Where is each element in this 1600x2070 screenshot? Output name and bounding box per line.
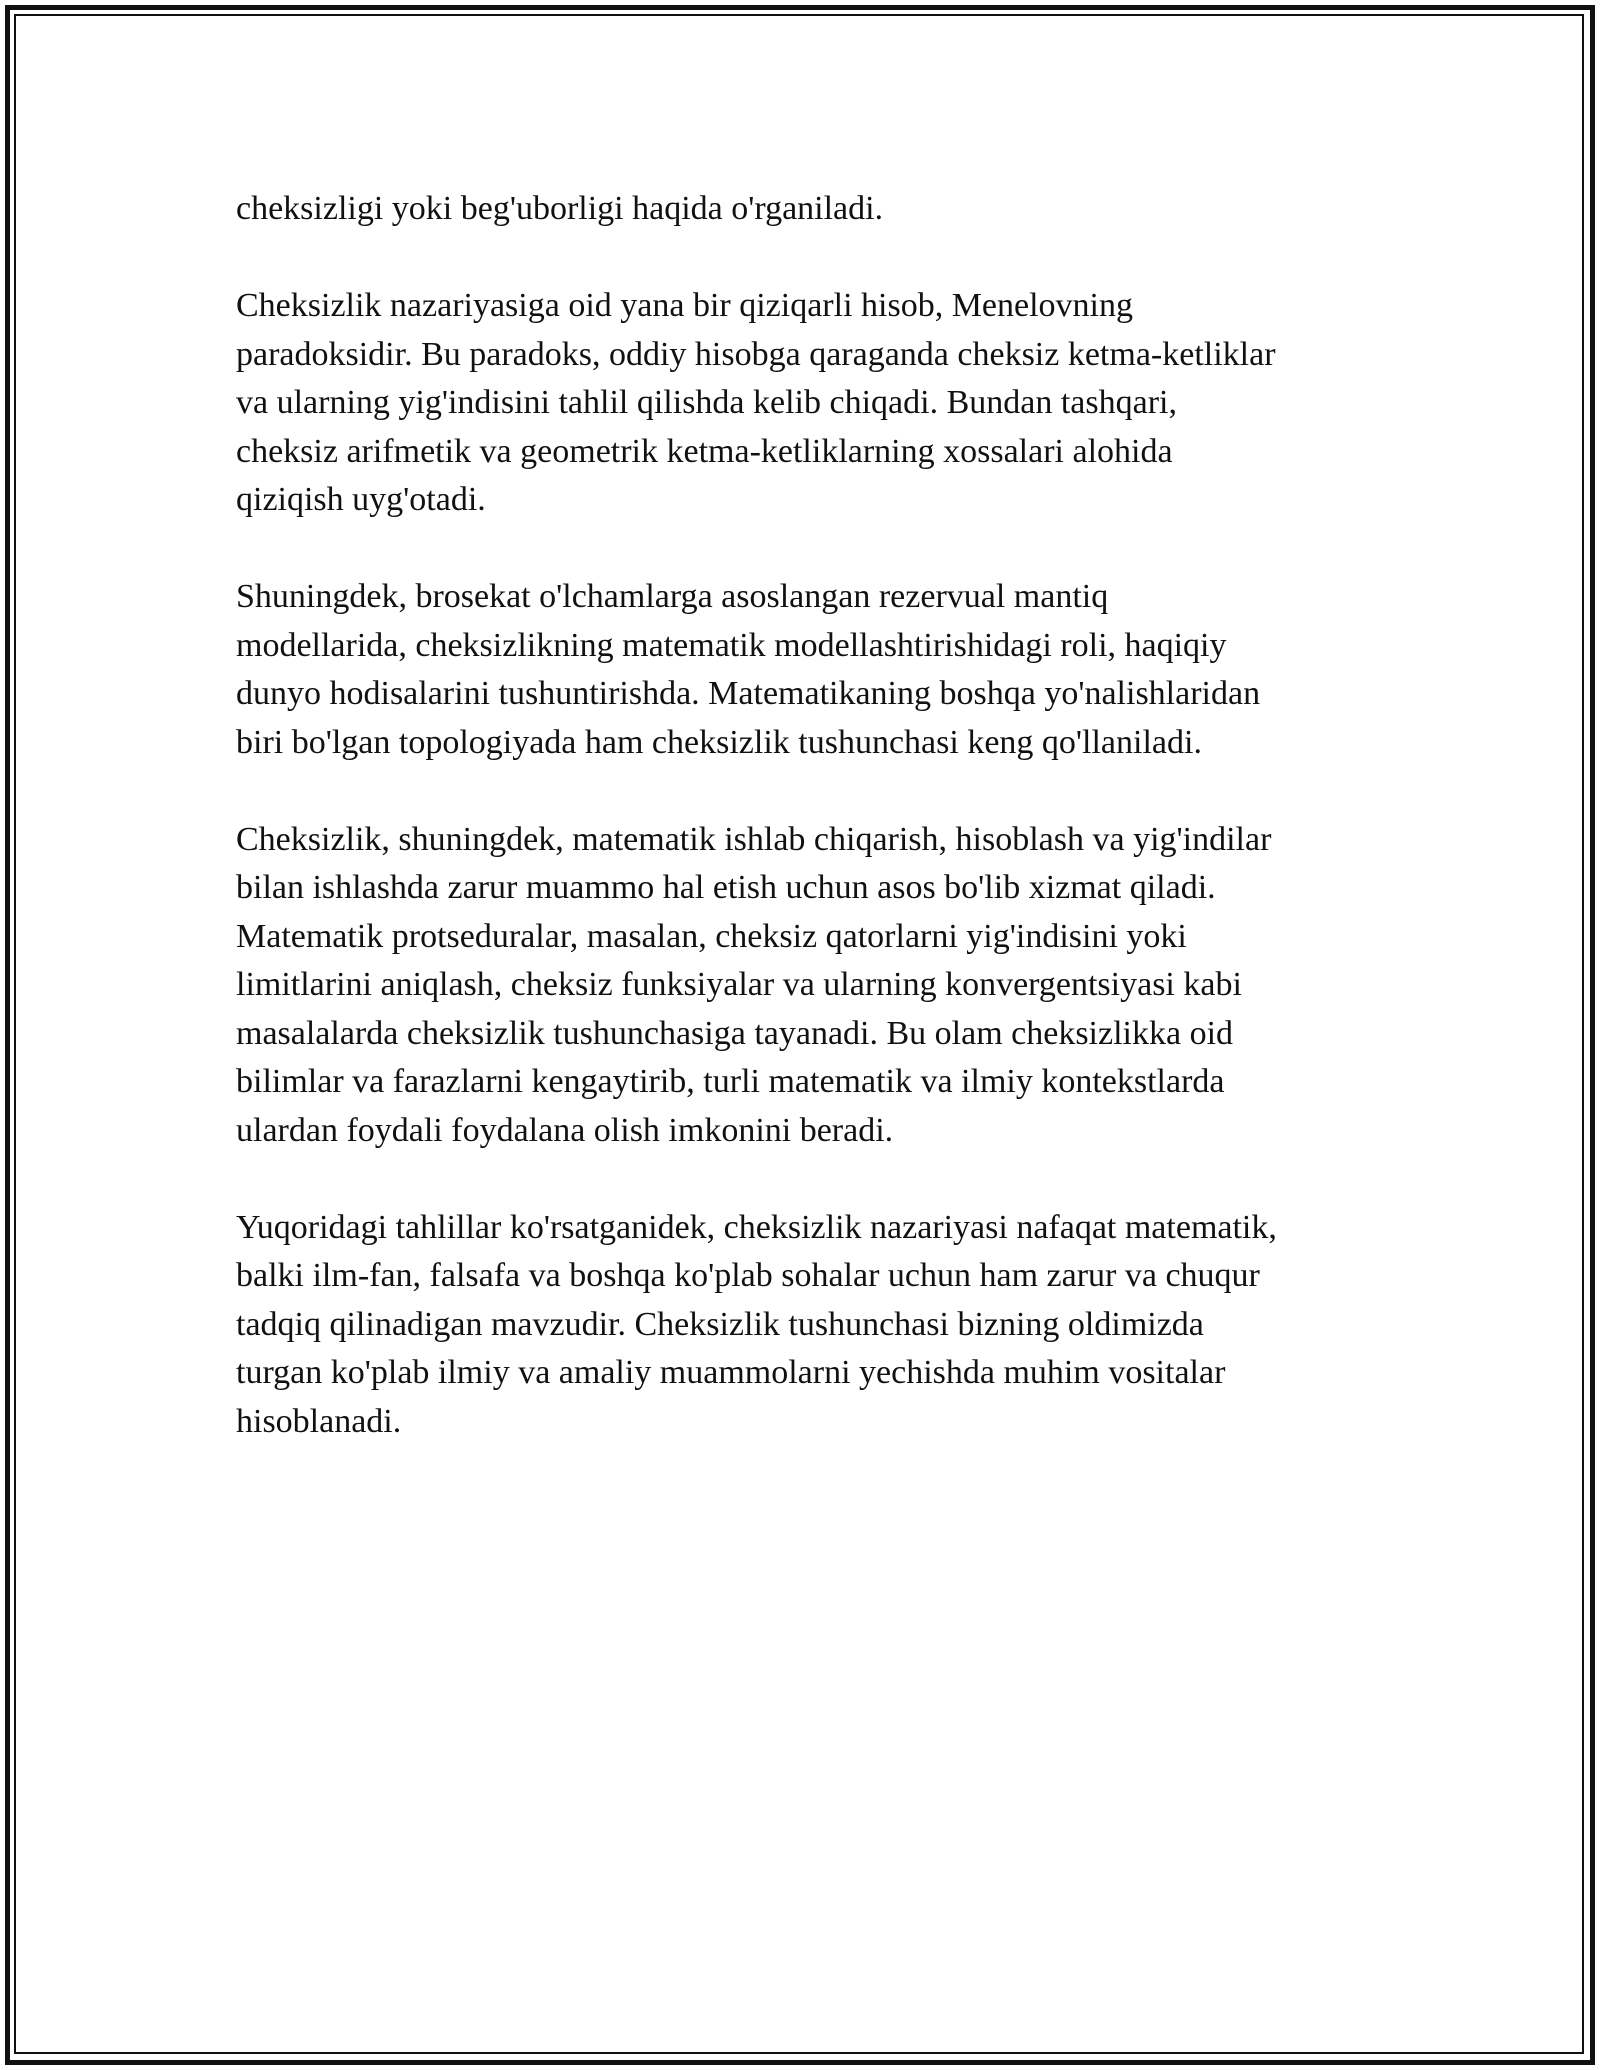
paragraph-5: Yuqoridagi tahlillar ko'rsatganidek, cheksizlik nazariyasi nafaqat matematik, balki ilm-fan, falsafa va boshqa ko'plab sohalar uchun ham zarur va chuqur tadqiq qilinadigan mavzudir. Cheksizlik tushunchasi bizning oldimizda turgan ko'plab ilmiy va amaliy muammolarni yechishda muhim vositalar hisoblanadi. xyxy=(236,1208,1277,1440)
paragraph-2: Cheksizlik nazariyasiga oid yana bir qiziqarli hisob, Menelovning paradoksidir. Bu paradoks, oddiy hisobga qaraganda cheksiz ketma-ketliklar va ularning yig'indisini tahlil qilishda kelib chiqadi. Bundan tashqari, cheksiz arifmetik va geometrik ketma-ketliklarning xossalari alohida qiziqish uyg'otadi. xyxy=(236,287,1276,518)
paragraph-1: cheksizligi yoki beg'uborligi haqida o'rganiladi. xyxy=(236,190,884,227)
paragraph-4: Cheksizlik, shuningdek, matematik ishlab chiqarish, hisoblash va yig'indilar bilan ishlashda zarur muammo hal etish uchun asos bo'lib xizmat qiladi. Matematik protseduralar, masalan, cheksiz qatorlarni yig'indisini yoki limitlarini aniqlash, cheksiz funksiyalar va ularning konvergentsiyasi kabi masalalarda cheksizlik tushunchasiga tayanadi. Bu olam cheksizlikka oid bilimlar va farazlarni kengaytirib, turli matematik va ilmiy kontekstlarda ulardan foydali foydalana olish imkonini beradi. xyxy=(236,820,1272,1149)
paragraph-3: Shuningdek, brosekat o'lchamlarga asoslangan rezervual mantiq modellarida, cheksizlikning matematik modellashtirishidagi roli, haqiqiy dunyo hodisalarini tushuntirishda. Matematikaning boshqa yo'nalishlaridan biri bo'lgan topologiyada ham cheksizlik tushunchasi keng qo'llaniladi. xyxy=(236,578,1261,761)
document-body xyxy=(236,185,1376,1495)
